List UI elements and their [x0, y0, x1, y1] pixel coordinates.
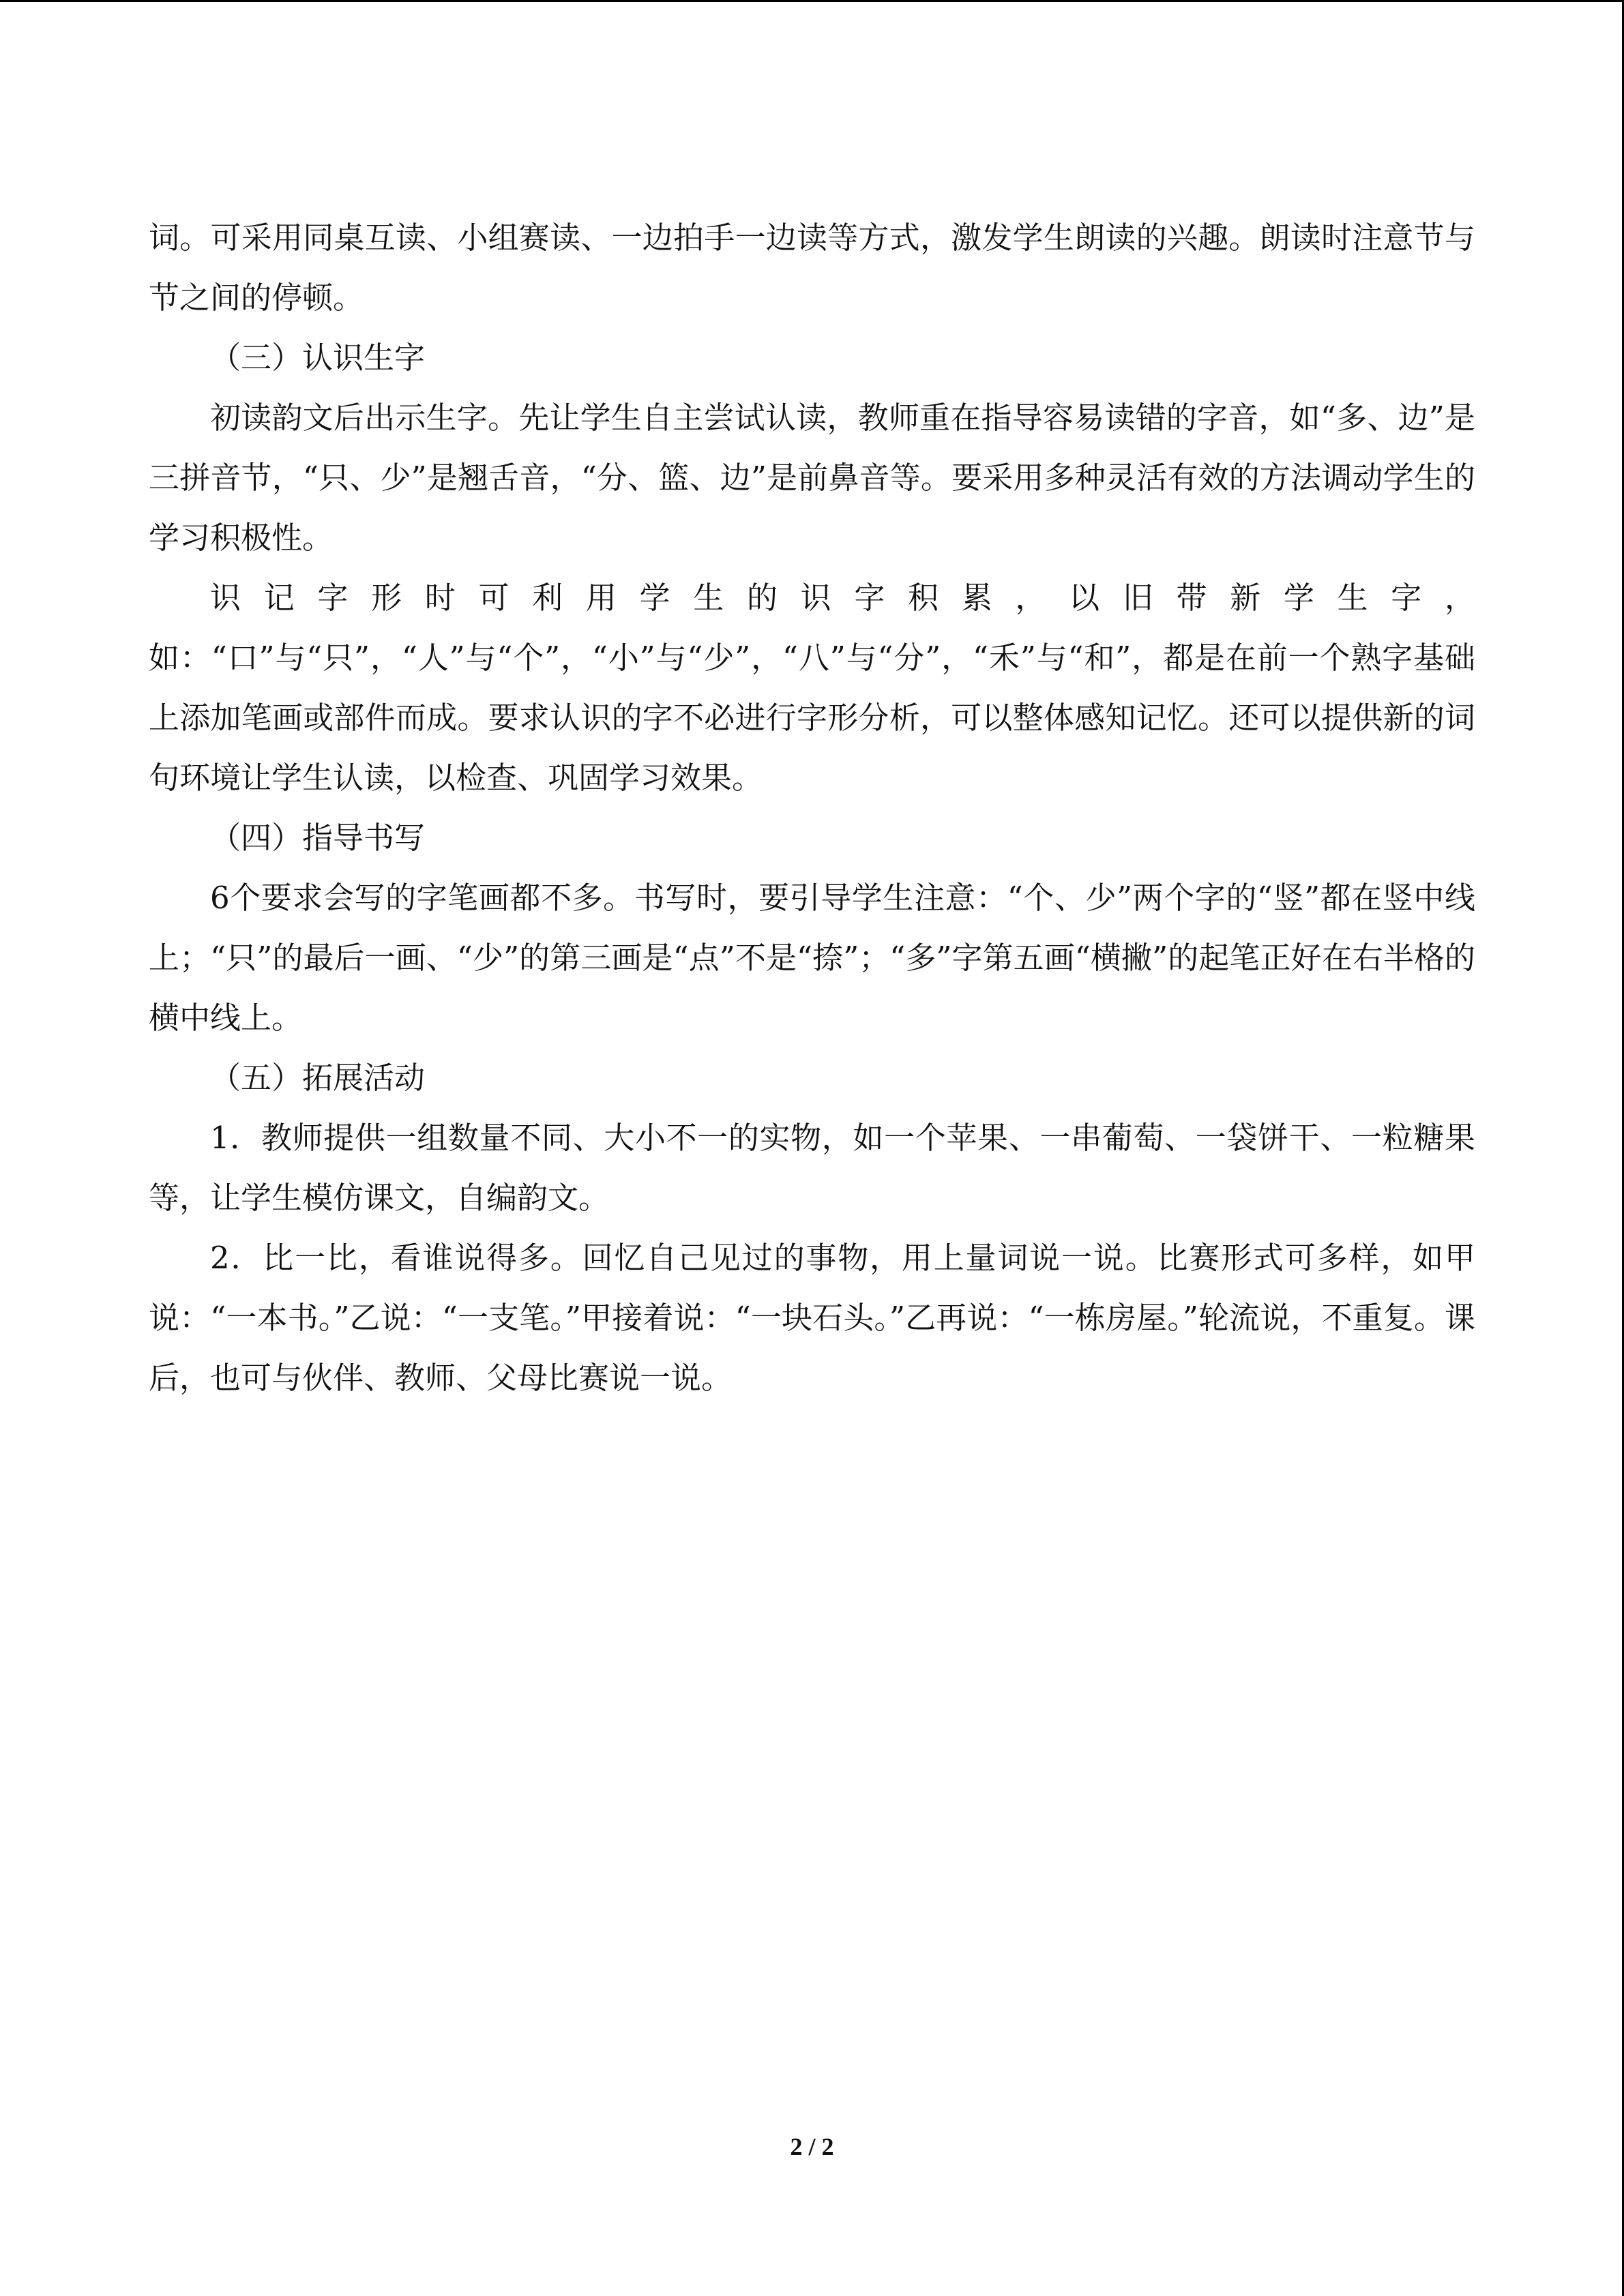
- paragraph-initial-reading: 初读韵文后出示生字。先让学生自主尝试认读，教师重在指导容易读错的字音，如“多、边”是三拼音节，“只、少”是翘舌音，“分、篮、边”是前鼻音等。要采用多种灵活有效的方法调动学生的学习积极性。: [149, 400, 1475, 556]
- page-number: 2 / 2: [790, 2133, 834, 2160]
- section-heading-5: （五）拓展活动: [210, 1060, 426, 1096]
- document-body: [149, 208, 1475, 1408]
- paragraph-activity-1: 1．教师提供一组数量不同、大小不一的实物，如一个苹果、一串葡萄、一袋饼干、一粒糖果等，让学生模仿课文，自编韵文。: [149, 1120, 1475, 1216]
- section-heading-3: （三）认识生字: [210, 340, 426, 376]
- paragraph-activity-2: 2．比一比，看谁说得多。回忆自己见过的事物，用上量词说一说。比赛形式可多样，如甲说：“一本书。”乙说：“一支笔。”甲接着说：“一块石头。”乙再说：“一栋房屋。”轮流说，不重复。课后，也可与伙伴、教师、父母比赛说一说。: [149, 1240, 1475, 1396]
- paragraph-writing-guidance: 6个要求会写的字笔画都不多。书写时，要引导学生注意：“个、少”两个字的“竖”都在竖中线上；“只”的最后一画、“少”的第三画是“点”不是“捺”；“多”字第五画“横撇”的起笔正好在右半格的横中线上。: [149, 880, 1475, 1036]
- section-heading-4: （四）指导书写: [210, 820, 426, 856]
- paragraph-character-shapes: 识记字形时可利用学生的识字积累，以旧带新学生字，如：“口”与“只”，“人”与“个”，“小”与“少”，“八”与“分”，“禾”与“和”，都是在前一个熟字基础上添加笔画或部件而成。要求认识的字不必进行字形分析，可以整体感知记忆。还可以提供新的词句环境让学生认读，以检查、巩固学习效果。: [149, 580, 1475, 796]
- paragraph-continued: 词。可采用同桌互读、小组赛读、一边拍手一边读等方式，激发学生朗读的兴趣。朗读时注意节与节之间的停顿。: [149, 220, 1475, 316]
